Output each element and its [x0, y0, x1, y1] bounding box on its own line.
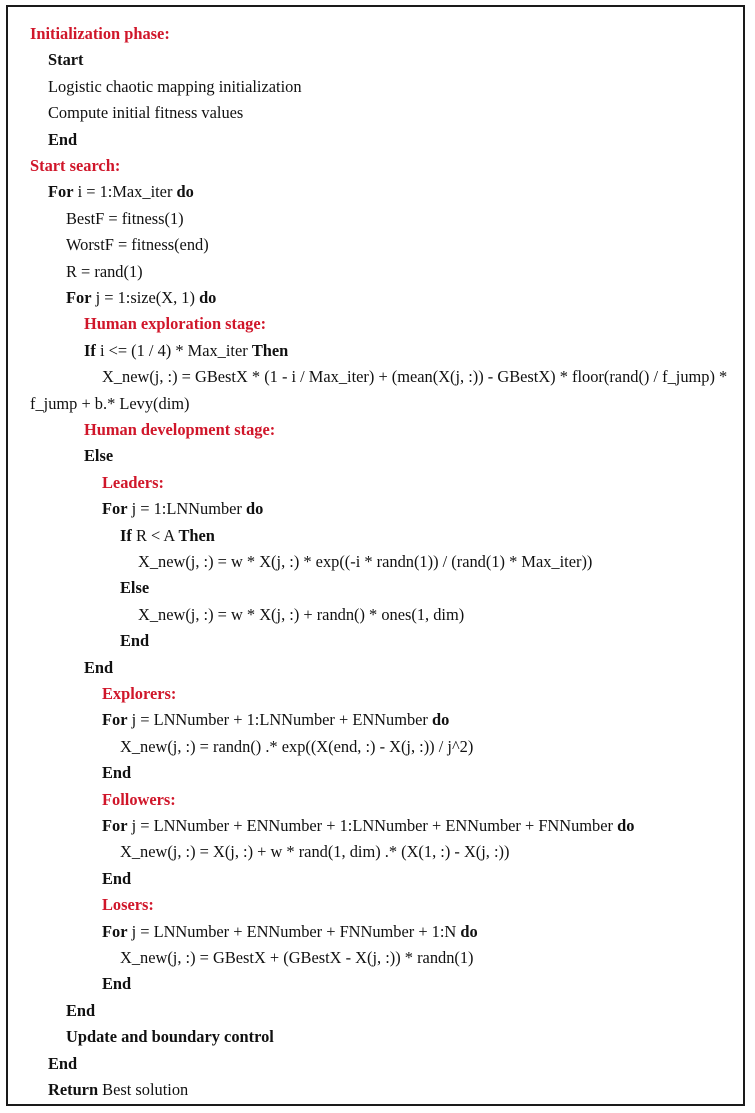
- algorithm-box: [6, 5, 745, 1106]
- section-label: Human exploration stage:: [84, 314, 267, 334]
- keyword: End: [120, 631, 150, 651]
- keyword: Update and boundary control: [66, 1027, 274, 1047]
- keyword: End: [102, 974, 132, 994]
- code-line: [102, 866, 131, 892]
- explorers-heading: [102, 681, 176, 707]
- section-label: Followers:: [102, 789, 176, 809]
- code-line: [48, 100, 243, 126]
- code-text: X_new(j, :) = randn() .* exp((X(end, :) - X(j, :)) / j^2): [120, 736, 474, 756]
- keyword: Return: [48, 1080, 99, 1099]
- keyword: For: [102, 499, 128, 519]
- code-line: [102, 496, 263, 522]
- keyword: do: [245, 499, 264, 519]
- code-text: j = LNNumber + ENNumber + FNNumber + 1:N: [127, 921, 461, 941]
- keyword: Start: [48, 50, 84, 70]
- code-line: [102, 971, 131, 997]
- keyword: End: [48, 1053, 78, 1073]
- code-line: [66, 998, 95, 1024]
- code-line: [66, 1024, 274, 1050]
- keyword: For: [102, 816, 128, 835]
- init-phase-heading: [30, 21, 170, 47]
- code-line: [30, 364, 742, 417]
- code-line: [48, 47, 84, 73]
- code-line: [102, 919, 478, 945]
- keyword: Else: [84, 446, 114, 466]
- code-text: Compute initial fitness values: [48, 103, 244, 123]
- code-line: [84, 338, 288, 364]
- code-text: R < A: [131, 525, 179, 545]
- code-text: j = 1:size(X, 1): [91, 288, 200, 307]
- code-line: [102, 707, 449, 733]
- code-line: [66, 206, 184, 232]
- code-line: [48, 179, 194, 205]
- code-text: X_new(j, :) = GBestX + (GBestX - X(j, :)) * randn(1): [120, 948, 474, 967]
- keyword: Else: [120, 578, 150, 598]
- keyword: End: [48, 129, 78, 149]
- code-text: X_new(j, :) = X(j, :) + w * rand(1, dim) .* (X(1, :) - X(j, :)): [120, 842, 510, 862]
- code-text: Logistic chaotic mapping initialization: [48, 76, 302, 96]
- keyword: do: [199, 288, 217, 307]
- keyword: Then: [178, 525, 215, 545]
- keyword: For: [102, 710, 128, 730]
- leaders-heading: [102, 470, 164, 496]
- section-label: Start search:: [30, 156, 121, 175]
- keyword: do: [460, 921, 478, 941]
- code-line: [120, 523, 215, 549]
- code-line: [48, 1051, 77, 1077]
- return-line: [48, 1077, 188, 1103]
- keyword: do: [431, 710, 450, 730]
- start-search-heading: [30, 153, 120, 179]
- code-line: [120, 628, 149, 654]
- code-text: BestF = fitness(1): [66, 208, 184, 228]
- code-line: [66, 232, 209, 258]
- code-line: [102, 813, 634, 839]
- code-line: [66, 285, 216, 311]
- code-text: j = LNNumber + ENNumber + 1:LNNumber + ENNumber + FNNumber: [127, 816, 618, 835]
- keyword: If: [84, 340, 96, 360]
- code-text: X_new(j, :) = GBestX * (1 - i / Max_iter) + (mean(X(j, :)) - GBestX) * floor(rand() / f_jump) * f_jump + b.* Levy(dim): [30, 367, 728, 413]
- code-text: j = LNNumber + 1:LNNumber + ENNumber: [127, 710, 432, 730]
- code-line: [48, 74, 302, 100]
- code-text: Best solution: [98, 1080, 189, 1099]
- code-text: R = rand(1): [66, 261, 143, 281]
- keyword: do: [617, 816, 635, 835]
- keyword: Then: [251, 340, 289, 360]
- section-label: Explorers:: [102, 684, 177, 703]
- keyword: End: [102, 763, 132, 783]
- code-text: i <= (1 / 4) * Max_iter: [95, 340, 252, 360]
- code-line: [120, 945, 474, 971]
- section-label: Leaders:: [102, 472, 164, 492]
- keyword: For: [48, 182, 74, 202]
- code-text: i = 1:Max_iter: [73, 182, 177, 202]
- code-text: X_new(j, :) = w * X(j, :) * exp((-i * randn(1)) / (rand(1) * Max_iter)): [138, 552, 593, 571]
- code-line: [138, 602, 464, 628]
- code-line: [48, 127, 77, 153]
- code-line: [120, 839, 509, 865]
- code-line: [84, 443, 113, 469]
- human-development-heading: [84, 417, 275, 443]
- keyword: do: [176, 182, 194, 202]
- keyword: End: [84, 657, 114, 677]
- code-text: X_new(j, :) = w * X(j, :) + randn() * ones(1, dim): [138, 604, 465, 624]
- code-line: [120, 575, 149, 601]
- code-text: j = 1:LNNumber: [127, 499, 246, 519]
- code-line: [102, 760, 131, 786]
- losers-heading: [102, 892, 154, 918]
- section-label: Human development stage:: [84, 420, 276, 439]
- keyword: For: [66, 288, 92, 307]
- code-line: [120, 734, 473, 760]
- code-line: [66, 259, 143, 285]
- section-label: Losers:: [102, 895, 154, 915]
- code-line: [138, 549, 592, 575]
- code-line: [84, 655, 113, 681]
- keyword: End: [66, 1000, 96, 1020]
- section-label: Initialization phase:: [30, 24, 170, 43]
- human-exploration-heading: [84, 311, 266, 337]
- keyword: For: [102, 921, 128, 941]
- keyword: End: [102, 868, 132, 888]
- keyword: If: [120, 525, 132, 545]
- followers-heading: [102, 787, 176, 813]
- code-text: WorstF = fitness(end): [66, 235, 209, 255]
